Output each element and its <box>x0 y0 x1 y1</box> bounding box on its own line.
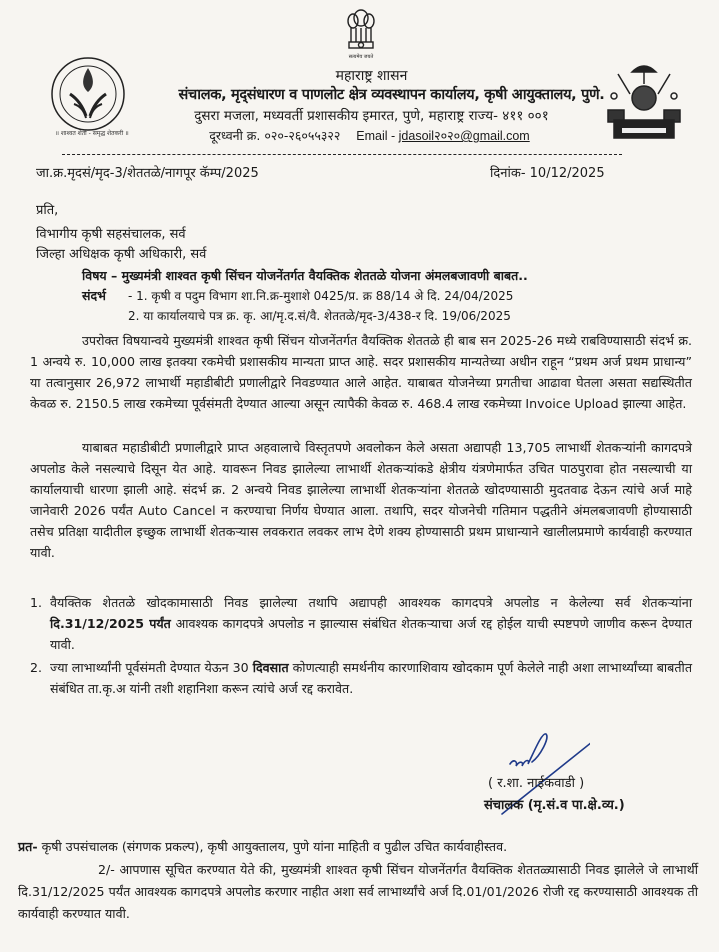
copy-to-note <box>18 859 698 925</box>
copy-to-label: प्रत- <box>18 839 38 854</box>
emblem-caption: सत्यमेव जयते <box>348 54 374 60</box>
list-number: 1. <box>29 595 42 610</box>
office-address: दुसरा मजला, मध्यवर्ती प्रशासकीय इमारत, पुणे, महाराष्ट्र राज्य- ४११ ००१ <box>194 108 549 124</box>
email-label: Email - <box>356 129 399 143</box>
recipient-line: विभागीय कृषी सहसंचालक, सर्व <box>36 227 186 242</box>
body-paragraph-1 <box>30 330 692 414</box>
email-link[interactable]: jdasoil२०२०@gmail.com <box>398 129 530 143</box>
letter-date: दिनांक- 10/12/2025 <box>490 166 605 181</box>
signatory-title: संचालक (मृ.सं.व पा.क्षे.व्य.) <box>484 798 625 813</box>
subject-line: विषय – मुख्यमंत्री शाश्वत कृषी सिंचन योजनेंतर्गत वैयक्तिक शेततळे योजना अंमलबजावणी बाबत.. <box>82 268 528 283</box>
reference-item: 2. या कार्यालयाचे पत्र क्र. कृ. आ/मृ.द.सं/वै. शेततळे/मृद-3/438-र दि. 19/06/2025 <box>128 309 511 323</box>
list-number: 2. <box>29 660 42 675</box>
national-emblem-icon <box>341 4 381 62</box>
note-text: 2/- आपणास सूचित करण्यात येते की, मुख्यमंत्री शाश्वत कृषी सिंचन योजनेंतर्गत वैयक्तिक शेततळ्यासाठी निवड झालेले जे लाभार्थी दि.31/12/2025 पर्यंत आवश्यक कागदपत्रे अपलोड करणार नाहीत अशा सर्व लाभार्थ्यांचे अर्ज दि.01/01/2026 रोजी रद्द करण्यासाठी आवश्यक ती कार्यवाही करण्यात यावी. <box>18 862 698 921</box>
paragraph-text: याबाबत महाडीबीटी प्रणालीद्वारे प्राप्त अहवालाचे विस्तृतपणे अवलोकन केले असता अद्यापही 13,705 लाभार्थी शेतकऱ्यांनी कागदपत्रे अपलोड केले नसल्याचे दिसून येत आहे. यावरून निवड झालेल्या लाभार्थी शेतकऱ्यांकडे क्षेत्रीय यंत्रणेमार्फत उचित पाठपुरावा होत नसल्याची या कार्यालयाची धारणा झाली आहे. संदर्भ क्र. 2 अन्वये निवड झालेल्या लाभार्थी शेतकऱ्यांना शेततळे खोदण्यासाठी मुदतवाढ देऊन त्यांचे अर्ज माहे जानेवारी 2026 पर्यंत Auto Cancel न करण्याचा निर्णय घेण्यात आला. तथापि, सदर योजनेची गतिमान पद्धतीने अंमलबजावणी होण्यासाठी तसेच प्रतिक्षा यादीतील इच्छुक लाभार्थी शेतकऱ्यास लवकरात लवकर लाभ देणे शक्य होण्यासाठी प्रथम प्राधान्याने खालीलप्रमाणे कार्यवाही करण्यात यावी. <box>30 440 692 560</box>
list-item <box>20 592 692 655</box>
government-name: महाराष्ट्र शासन <box>335 68 408 84</box>
instructions-list <box>20 592 692 701</box>
phone-number: दूरध्वनी क्र. ०२०-२६०५५३२२ <box>209 128 341 143</box>
references-label: संदर्भ <box>82 288 106 303</box>
signatory-name: ( र.शा. नाईकवाडी ) <box>488 776 585 791</box>
paragraph-text: उपरोक्त विषयान्वये मुख्यमंत्री शाश्वत कृषी सिंचन योजनेंतर्गत वैयक्तिक शेततळे ही बाब सन 2025-26 मध्ये राबविण्यासाठी संदर्भ क्र. 1 अन्वये रु. 10,000 लाख इतक्या रकमेची प्रशासकीय मान्यता प्राप्त आहे. सदर प्रशासकीय मान्यतेच्या अधीन राहून “प्रथम अर्ज प्रथम प्राधान्य” या तत्वानुसार 26,972 लाभार्थी महाडीबीटी प्रणालीद्वारे निवडण्यात आले आहेत. याबाबत योजनेच्या प्रगतीचा आढावा घेतला असता सद्यस्थितीत केवळ रु. 2150.5 लाख रकमेच्या पूर्वसंमती देण्यात आल्या असून त्यापैकी केवळ रु. 468.4 लाख रकमेच्या Invoice Upload झाल्या आहेत. <box>30 333 692 411</box>
to-label: प्रति, <box>36 203 59 218</box>
office-name: संचालक, मृद्संधारण व पाणलोट क्षेत्र व्यवस्थापन कार्यालय, कृषी आयुक्तालय, पुणे. <box>178 87 605 103</box>
letter-reference-number: जा.क्र.मृदसं/मृद-3/शेततळे/नागपूर कॅम्प/2025 <box>36 166 259 181</box>
contact-line <box>10 127 719 144</box>
copy-to-line <box>18 836 698 858</box>
body-paragraph-2 <box>30 437 692 563</box>
emphasis-days: दिवसात <box>252 660 289 675</box>
recipient-line: जिल्हा अधिक्षक कृषी अधिकारी, सर्व <box>36 247 207 262</box>
emphasis-deadline: दि.31/12/2025 पर्यंत <box>50 616 171 631</box>
list-item <box>20 657 692 699</box>
logo-motto: ॥ शाश्वत शेती - समृद्ध शेतकरी ॥ <box>55 130 129 137</box>
reference-item: - 1. कृषी व पदुम विभाग शा.नि.क्र-मुशाशे 0425/प्र. क्र 88/14 अे दि. 24/04/2025 <box>128 289 514 303</box>
list-text: ज्या लाभार्थ्यांनी पूर्वसंमती देण्यात येऊन 30 दिवसात कोणत्याही समर्थनीय कारणाशिवाय खोदकाम पूर्ण केलेले नाही अशा लाभार्थ्यांच्या बाबतीत संबंधित ता.कृ.अ यांनी तशी शहानिशा करून त्यांचे अर्ज रद्द करावेत. <box>50 660 692 696</box>
copy-to-text: कृषी उपसंचालक (संगणक प्रकल्प), कृषी आयुक्तालय, पुणे यांना माहिती व पुढील उचित कार्यवाहीस्तव. <box>37 839 508 854</box>
header-divider <box>62 154 622 155</box>
list-text: वैयक्तिक शेततळे खोदकामासाठी निवड झालेल्या तथापि अद्यापही आवश्यक कागदपत्रे अपलोड न केलेल्या सर्व शेतकऱ्यांना दि.31/12/2025 पर्यंत आवश्यक कागदपत्रे अपलोड न झाल्यास संबंधित शेतकऱ्याचा अर्ज रद्द होईल याची स्पष्टपणे जाणीव करून देण्यात यावी. <box>50 595 692 652</box>
